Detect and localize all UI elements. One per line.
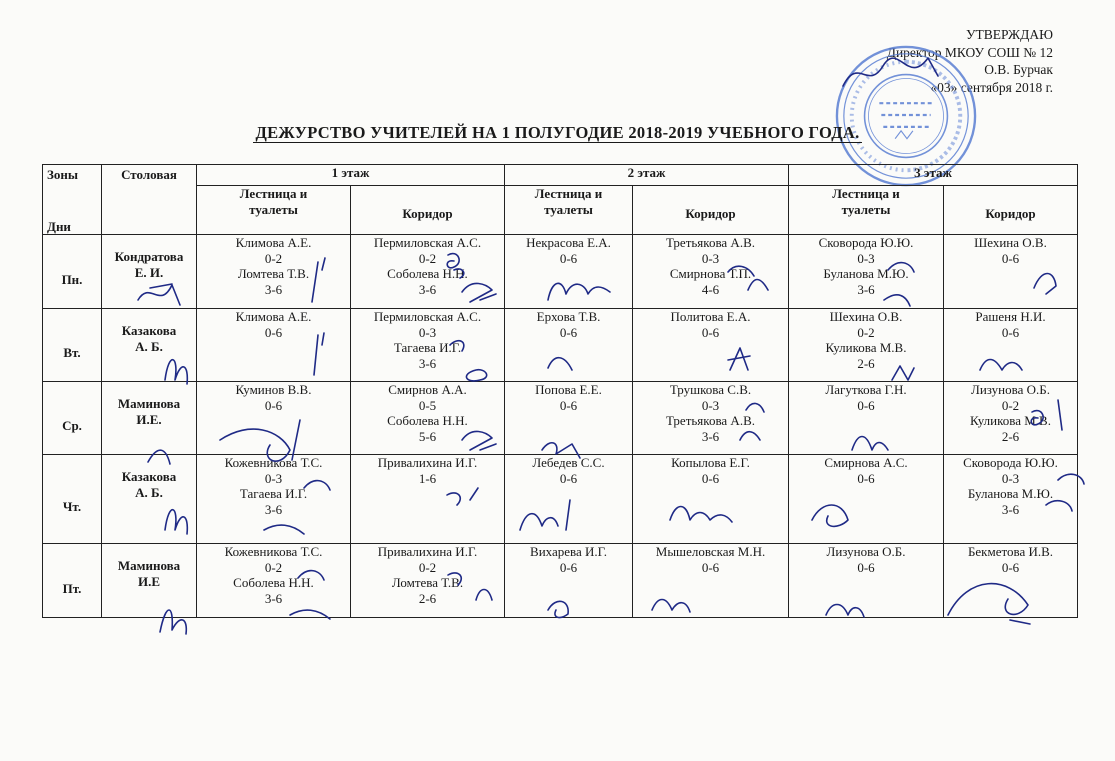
day-cell: Ср. (43, 382, 102, 455)
header-zones: Зоны (47, 167, 79, 182)
duty-cell: Третьякова А.В. 0-3 Смирнова Т.П. 4-6 (633, 235, 789, 309)
canteen-cell: Кондратова Е. И. (102, 235, 197, 309)
header-f2-corridor: Коридор (633, 186, 789, 235)
duty-cell: Мышеловская М.Н. 0-6 (633, 544, 789, 618)
day-cell: Чт. (43, 455, 102, 544)
duty-cell: Привалихина И.Г. 0-2 Ломтева Т.В. 2-6 (351, 544, 505, 618)
header-f1-stairs: Лестница и туалеты (197, 186, 351, 235)
duty-cell: Пермиловская А.С. 0-3 Тагаева И.Г. 3-6 (351, 309, 505, 382)
header-days: Дни (47, 218, 71, 234)
header-floor-3: 3 этаж (789, 165, 1078, 186)
day-cell: Вт. (43, 309, 102, 382)
document-title: ДЕЖУРСТВО УЧИТЕЛЕЙ НА 1 ПОЛУГОДИЕ 2018-2019 УЧЕБНОГО ГОДА. (255, 123, 860, 142)
duty-cell: Копылова Е.Г. 0-6 (633, 455, 789, 544)
approval-position: Директор МКОУ СОШ № 12 (886, 44, 1053, 60)
duty-cell: Климова А.Е. 0-6 (197, 309, 351, 382)
header-zones-days (43, 165, 102, 235)
duty-cell: Климова А.Е. 0-2 Ломтева Т.В. 3-6 (197, 235, 351, 309)
table-row (43, 382, 1078, 455)
duty-cell: Шехина О.В. 0-6 (944, 235, 1078, 309)
duty-cell: Кожевникова Т.С. 0-3 Тагаева И.Г. 3-6 (197, 455, 351, 544)
duty-cell: Лизунова О.Б. 0-6 (789, 544, 944, 618)
duty-cell: Лизунова О.Б. 0-2 Куликова М.В. 2-6 (944, 382, 1078, 455)
duty-cell: Ерхова Т.В. 0-6 (505, 309, 633, 382)
duty-cell: Лебедев С.С. 0-6 (505, 455, 633, 544)
approval-heading: УТВЕРЖДАЮ (965, 27, 1053, 42)
table-row (43, 309, 1078, 382)
duty-cell: Бекметова И.В. 0-6 (944, 544, 1078, 618)
duty-cell: Политова Е.А. 0-6 (633, 309, 789, 382)
canteen-cell: Маминова И.Е (102, 544, 197, 618)
canteen-cell: Казакова А. Б. (102, 309, 197, 382)
header-floor-2: 2 этаж (505, 165, 789, 186)
table-row (43, 235, 1078, 309)
header-f3-stairs: Лестница и туалеты (789, 186, 944, 235)
duty-cell: Попова Е.Е. 0-6 (505, 382, 633, 455)
day-cell: Пн. (43, 235, 102, 309)
header-f1-corridor: Коридор (351, 186, 505, 235)
duty-cell: Рашеня Н.И. 0-6 (944, 309, 1078, 382)
duty-cell: Смирнова А.С. 0-6 (789, 455, 944, 544)
duty-cell: Сковорода Ю.Ю. 0-3 Буланова М.Ю. 3-6 (789, 235, 944, 309)
duty-cell: Куминов В.В. 0-6 (197, 382, 351, 455)
duty-cell: Некрасова Е.А. 0-6 (505, 235, 633, 309)
duty-cell: Шехина О.В. 0-2 Куликова М.В. 2-6 (789, 309, 944, 382)
duty-cell: Трушкова С.В. 0-3 Третьякова А.В. 3-6 (633, 382, 789, 455)
table-row (43, 455, 1078, 544)
approval-date: «03» сентября 2018 г. (930, 79, 1053, 95)
duty-cell: Кожевникова Т.С. 0-2 Соболева Н.Н. 3-6 (197, 544, 351, 618)
table-row (43, 544, 1078, 618)
duty-cell: Лагуткова Г.Н. 0-6 (789, 382, 944, 455)
header-f2-stairs: Лестница и туалеты (505, 186, 633, 235)
duty-cell: Вихарева И.Г. 0-6 (505, 544, 633, 618)
header-floor-1: 1 этаж (197, 165, 505, 186)
duty-cell: Сковорода Ю.Ю. 0-3 Буланова М.Ю. 3-6 (944, 455, 1078, 544)
header-f3-corridor: Коридор (944, 186, 1078, 235)
canteen-cell: Маминова И.Е. (102, 382, 197, 455)
header-canteen: Столовая (102, 165, 197, 235)
day-cell: Пт. (43, 544, 102, 618)
approval-signatory: О.В. Бурчак (984, 62, 1053, 77)
duty-cell: Смирнов А.А. 0-5 Соболева Н.Н. 5-6 (351, 382, 505, 455)
duty-cell: Привалихина И.Г. 1-6 (351, 455, 505, 544)
duty-cell: Пермиловская А.С. 0-2 Соболева Н.Н. 3-6 (351, 235, 505, 309)
canteen-cell: Казакова А. Б. (102, 455, 197, 544)
duty-schedule-table (42, 164, 1078, 618)
